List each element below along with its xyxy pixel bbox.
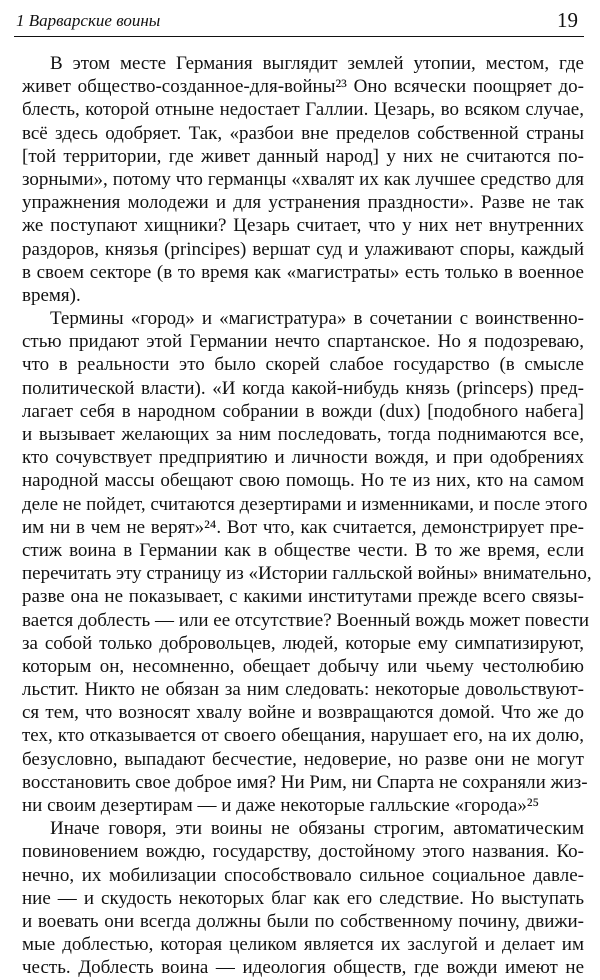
text-line: льстит. Никто не обязан за ним следовать: некоторые довольствуют- (22, 679, 584, 701)
text-line: блесть, которой отныне недостает Галлии. Цезарь, во всяком случае, (22, 99, 584, 121)
text-line: политической власти). «И когда какой-нибудь князь (princeps) пред- (22, 377, 584, 399)
text-line: и вызывает желающих за ним последовать, тогда поднимаются все, (22, 424, 584, 445)
text-line: Термины «город» и «магистратура» в сочетании с воинственно- (50, 308, 584, 330)
text-line: деле не пойдет, считаются дезертирами и изменниками, и после этого (22, 493, 588, 515)
text-line: тех, кто отказывается от своего обещания, нарушает его, на их долю, (22, 725, 584, 747)
text-line: за собой только добровольцев, людей, которые ему симпатизируют, (22, 632, 584, 654)
text-line: раздоров, князья (principes) вершат суд и улаживают споры, каждый (22, 238, 584, 260)
page-number: 19 (557, 8, 578, 32)
text-line: ся тем, что возносят хвалу войне и возвращаются домой. Что же до (22, 702, 584, 724)
text-line: кто сочувствует предприятию и личности вождя, и при одобрениях (22, 447, 584, 469)
text-line: всё здесь одобряет. Так, «разбои вне пределов собственной страны (22, 122, 584, 144)
page-header (14, 6, 584, 37)
paragraph (22, 307, 592, 817)
text-line: ни своим дезертирам — и даже некоторые галльские «города»²⁵ (22, 795, 540, 816)
text-line: восстановить свое доброе имя? Ни Рим, ни Спарта не сохраняли жиз- (22, 771, 588, 793)
text-line: что в реальности это было скорей слабое государство (в смысле (22, 354, 584, 376)
text-line: им ни в чем не верят»²⁴. Вот что, как считается, демонстрирует пре- (22, 516, 584, 538)
text-line: перечитать эту страницу из «Истории галльской войны» внимательно, (22, 563, 592, 585)
text-line: в своем секторе (в то время как «магистраты» есть только в военное (22, 261, 584, 283)
text-line: честь. Доблесть воина — идеология обществ, где вожди имеют не (22, 957, 584, 979)
paragraph (22, 817, 584, 979)
text-line: зорными», потому что германцы «хвалят их как лучшее средство для (22, 168, 584, 190)
text-line: упражнения молодежи и для устранения праздности». Разве не так (22, 192, 584, 214)
text-line: которым он, несомненно, обещает добычу или чьему честолюбию (22, 655, 584, 677)
text-line: стиж воина в Германии как в обществе чести. В то же время, если (22, 539, 584, 561)
paragraph (22, 52, 584, 307)
text-line: время). (22, 284, 81, 306)
text-line: [той территории, где живет данный народ] у них не считаются по- (22, 145, 584, 167)
text-line: вается доблесть — или ее отсутствие? Военный вождь может повести (22, 609, 590, 631)
text-line: мые доблестью, которая целиком является их заслугой и делает им (22, 934, 584, 956)
text-line: разве она не показывает, с какими институтами прежде всего связы- (22, 586, 584, 608)
text-line: живет общество-созданное-для-войны²³ Оно всячески поощряет до- (22, 76, 584, 98)
text-line: безусловно, выпадают бесчестие, недоверие, но разве они не могут (22, 748, 584, 770)
text-line: В этом месте Германия выглядит землей утопии, местом, где (50, 53, 584, 74)
text-line: и воевать они всегда должны были по собственному почину, движи- (22, 910, 584, 932)
text-line: нечно, их мобилизации способствовало сильное социальное давле- (22, 864, 584, 886)
text-line: лагает себя в народном собрании в вожди (dux) [подобного набега] (22, 400, 584, 422)
text-line: стью придают этой Германии нечто спартанское. Но я подозреваю, (22, 331, 584, 353)
text-line: ние — и скудость некоторых благ как его следствие. Но выступать (22, 887, 584, 909)
body-text (22, 52, 592, 980)
text-line: народной массы обещают свою помощь. Но те из них, кто на самом (22, 470, 584, 492)
running-head: 1 Варварские воины (16, 11, 161, 30)
text-line: повиновением вождю, государству, достойному этого названия. Ко- (22, 841, 584, 863)
text-line: же поступают хищники? Цезарь считает, что у них нет внутренних (22, 215, 584, 237)
text-line: Иначе говоря, эти воины не обязаны строгим, автоматическим (50, 818, 584, 840)
